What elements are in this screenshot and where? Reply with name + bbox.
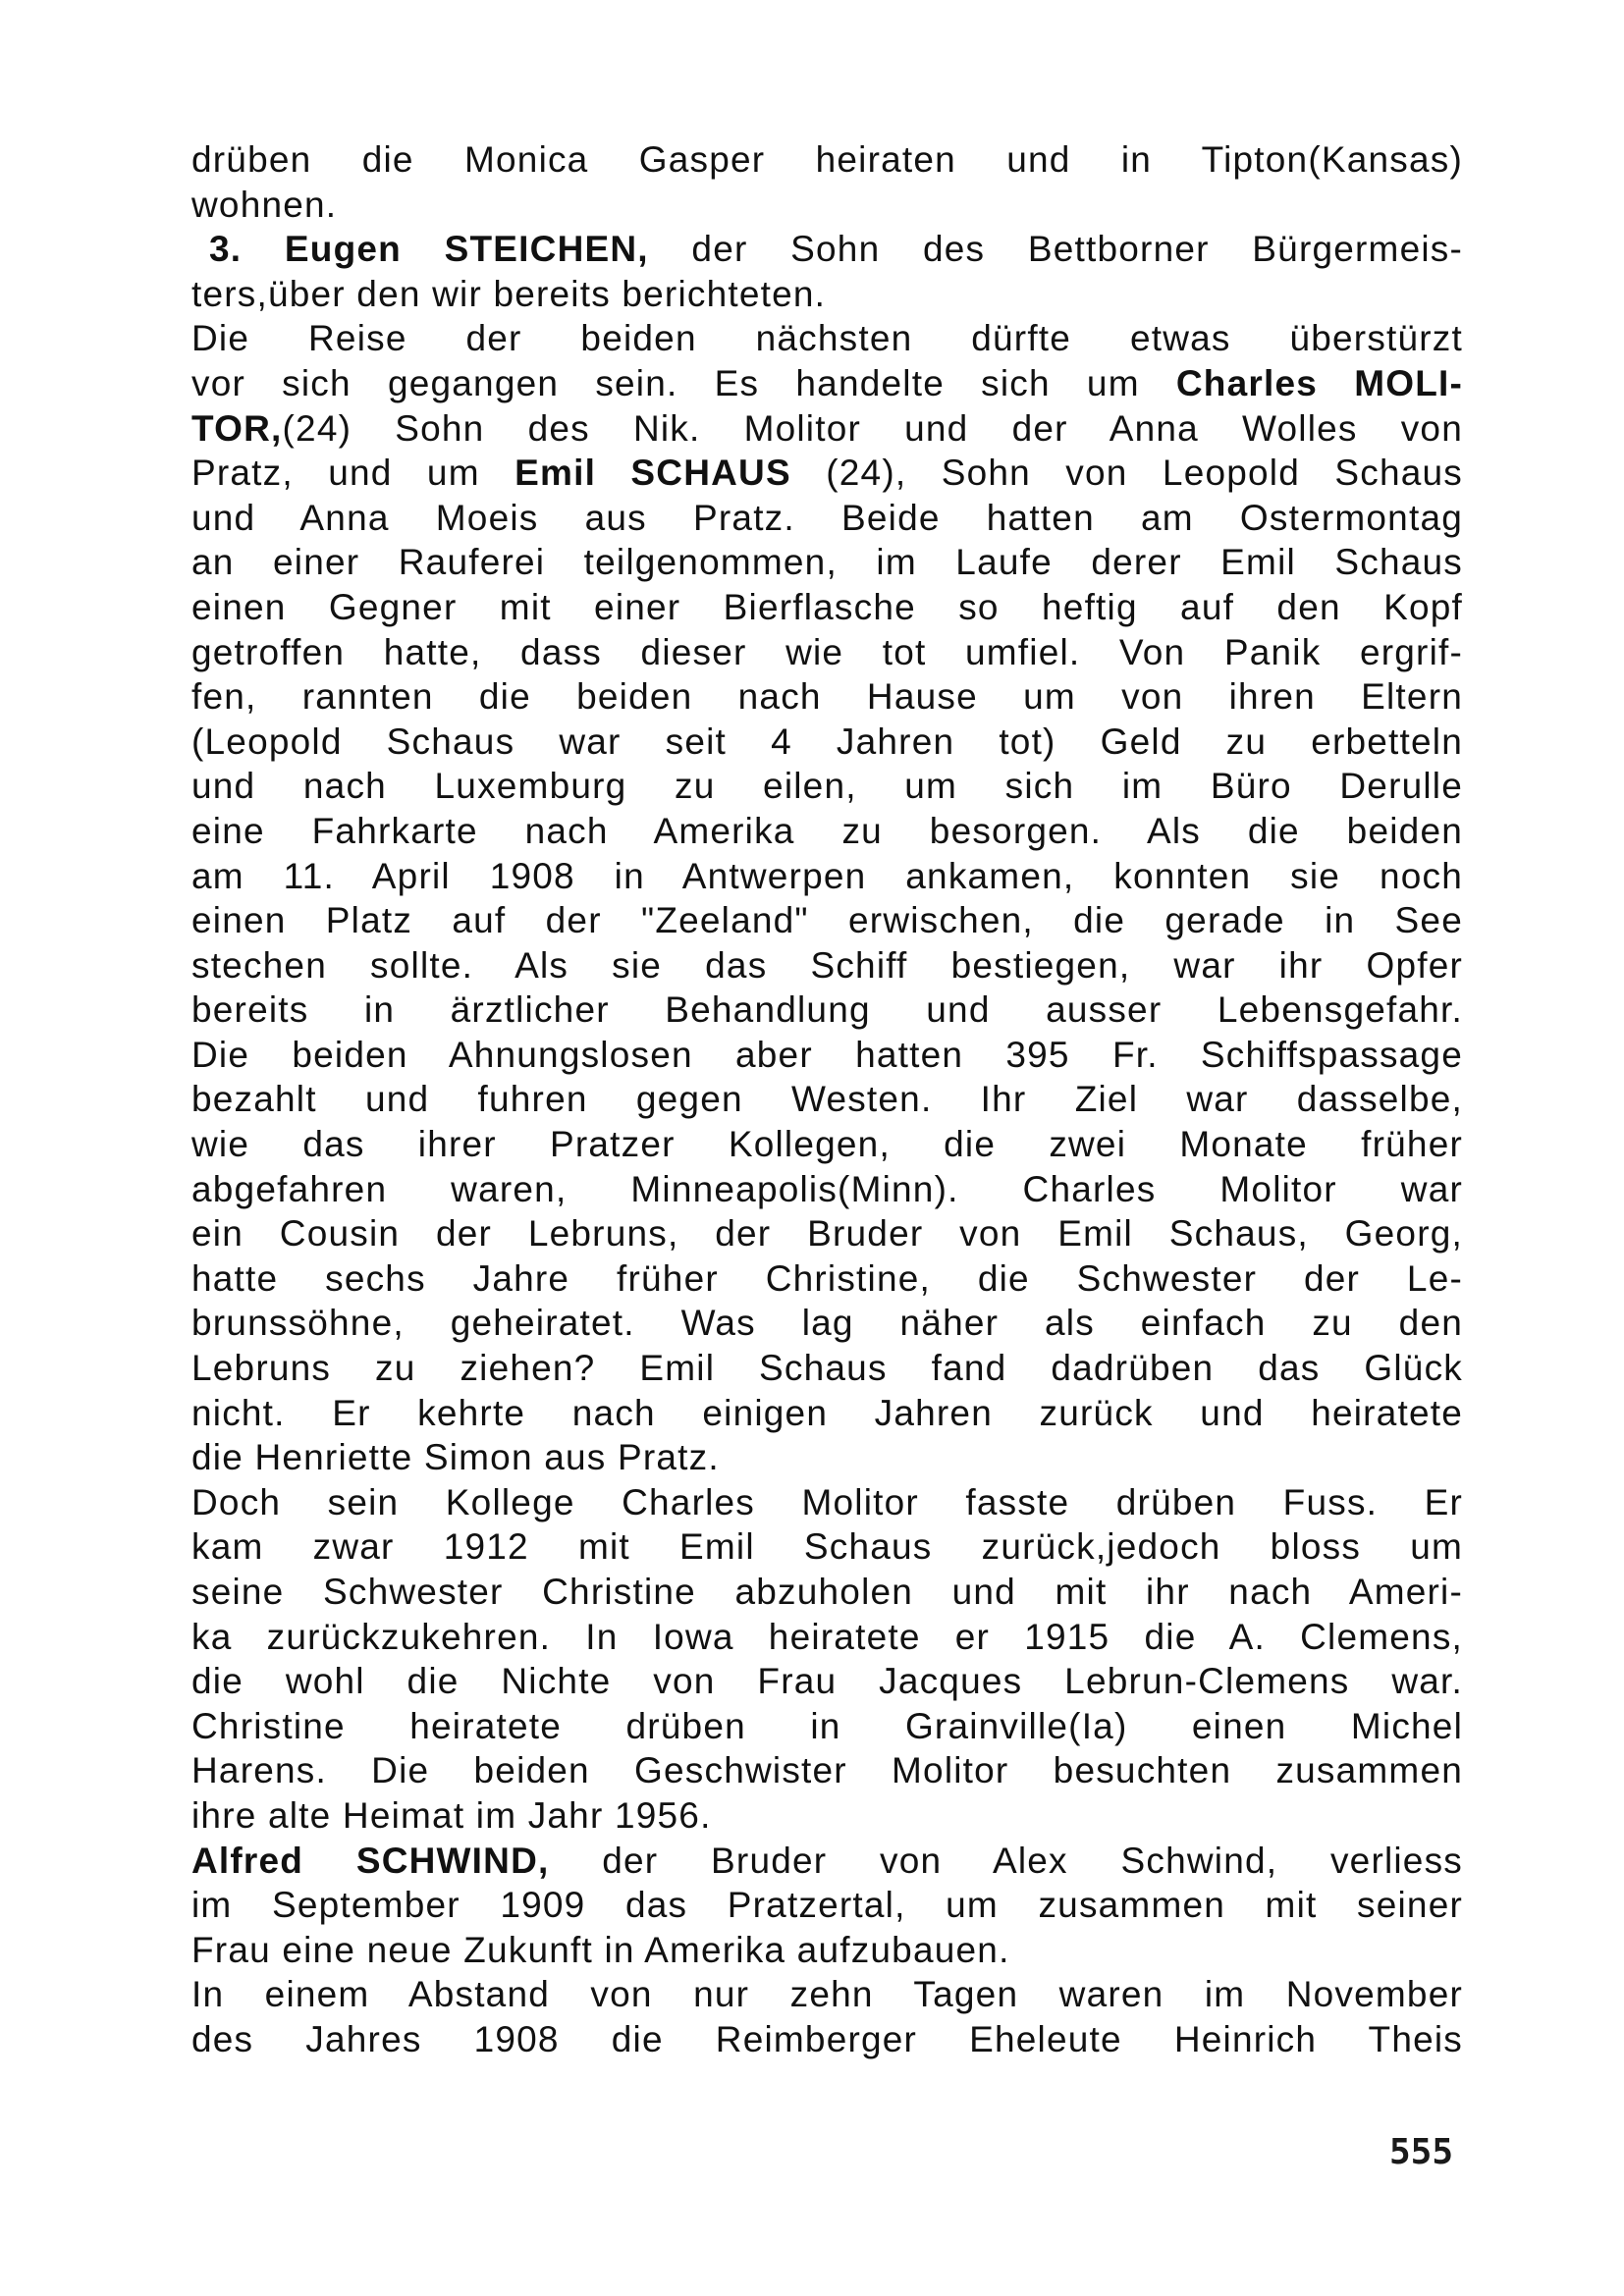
line-text: kam zwar 1912 mit Emil Schaus zurück,jedoch bloss um (191, 1526, 1463, 1568)
line-text: des Jahres 1908 die Reimberger Eheleute Heinrich Theis (191, 2018, 1463, 2059)
line-text: Harens. Die beiden Geschwister Molitor besuchten zusammen (191, 1750, 1463, 1791)
text-line (191, 361, 1463, 406)
line-text: vor sich gegangen sein. Es handelte sich um (191, 362, 1176, 403)
line-text: ters,über den wir bereits berichteten. (191, 273, 827, 314)
line-text: die wohl die Nichte von Frau Jacques Lebrun-Clemens war. (191, 1661, 1463, 1702)
text-line (191, 496, 1463, 541)
line-text: Doch sein Kollege Charles Molitor fasste drüben Fuss. Er (191, 1481, 1463, 1522)
line-text: am 11. April 1908 in Antwerpen ankamen, konnten sie noch (191, 855, 1463, 896)
text-line (191, 674, 1463, 720)
line-text: Christine heiratete drüben in Grainville(Ia) einen Michel (191, 1705, 1463, 1746)
line-text: (Leopold Schaus war seit 4 Jahren tot) Geld zu erbetteln (191, 721, 1463, 762)
line-text: ihre alte Heimat im Jahr 1956. (191, 1794, 712, 1836)
text-line (191, 1435, 1463, 1480)
line-text: brunssöhne, geheiratet. Was lag näher als einfach zu den (191, 1303, 1463, 1344)
text-line (191, 1167, 1463, 1212)
text-line (191, 451, 1463, 496)
text-line (191, 1928, 1463, 1973)
line-text: wie das ihrer Pratzer Kollegen, die zwei Monate früher (191, 1124, 1463, 1165)
text-line (191, 406, 1463, 452)
text-line (191, 720, 1463, 765)
line-text: einen Gegner mit einer Bierflasche so heftig auf den Kopf (191, 586, 1463, 627)
line-text: fen, rannten die beiden nach Hause um von ihren Eltern (191, 676, 1463, 718)
line-text: eine Fahrkarte nach Amerika zu besorgen. Als die beiden (191, 810, 1463, 851)
text-line (191, 1391, 1463, 1436)
text-line (191, 988, 1463, 1033)
text-line (191, 227, 1463, 272)
line-text: und nach Luxemburg zu eilen, um sich im Büro Derulle (191, 766, 1463, 807)
text-line (191, 630, 1463, 675)
text-line (191, 1659, 1463, 1704)
text-line (191, 809, 1463, 854)
line-text: ein Cousin der Lebruns, der Bruder von Emil Schaus, Georg, (191, 1213, 1463, 1255)
line-text: getroffen hatte, dass dieser wie tot umfiel. Von Panik ergrif- (191, 631, 1463, 672)
text-line (191, 1793, 1463, 1839)
line-text: die Henriette Simon aus Pratz. (191, 1437, 720, 1478)
text-line (191, 764, 1463, 809)
line-text: stechen sollte. Als sie das Schiff bestiegen, war ihr Opfer (191, 944, 1463, 986)
line-text: (24), Sohn von Leopold Schaus (790, 453, 1463, 494)
text-line (191, 1972, 1463, 2017)
text-line (191, 1704, 1463, 1749)
line-text: seine Schwester Christine abzuholen und mit ihr nach Ameri- (191, 1572, 1463, 1612)
bold-name: Emil SCHAUS (514, 453, 791, 494)
text-line (191, 1748, 1463, 1793)
text-line (191, 1524, 1463, 1570)
text-line (191, 1615, 1463, 1660)
line-text: drüben die Monica Gasper heiraten und in Tipton(Kansas) (191, 139, 1463, 180)
bold-name: Alfred SCHWIND, (191, 1840, 550, 1881)
line-text: Lebruns zu ziehen? Emil Schaus fand dadrüben das Glück (191, 1348, 1463, 1389)
bold-name: TOR, (191, 407, 283, 449)
text-line (191, 1033, 1463, 1078)
text-line (191, 585, 1463, 630)
text-line (191, 316, 1463, 361)
text-line (191, 1077, 1463, 1122)
line-text: Frau eine neue Zukunft in Amerika aufzubauen. (191, 1929, 1010, 1970)
line-text: einen Platz auf der "Zeeland" erwischen, die gerade in See (191, 900, 1463, 941)
line-text: der Sohn des Bettborner Bürgermeis- (648, 229, 1463, 270)
text-line (191, 1570, 1463, 1615)
line-text: bereits in ärztlicher Behandlung und ausser Lebensgefahr. (191, 989, 1463, 1031)
text-line (191, 943, 1463, 988)
text-line (191, 1211, 1463, 1256)
text-line (191, 1346, 1463, 1391)
text-line (191, 2017, 1463, 2062)
line-text: nicht. Er kehrte nach einigen Jahren zurück und heiratete (191, 1392, 1463, 1433)
line-text: und Anna Moeis aus Pratz. Beide hatten am Ostermontag (191, 497, 1463, 538)
text-line (191, 540, 1463, 585)
line-text: Pratz, und um (191, 453, 515, 494)
bold-name: 3. Eugen STEICHEN, (209, 229, 649, 270)
text-line (191, 1839, 1463, 1884)
page-number: 555 (1388, 2132, 1453, 2172)
line-text: ka zurückzukehren. In Iowa heiratete er 1915 die A. Clemens, (191, 1616, 1463, 1657)
line-text: Die Reise der beiden nächsten dürfte etwas überstürzt (191, 318, 1463, 359)
text-line (191, 1301, 1463, 1346)
text-line (191, 1122, 1463, 1167)
line-text: Die beiden Ahnungslosen aber hatten 395 Fr. Schiffspassage (191, 1034, 1463, 1075)
line-text: bezahlt und fuhren gegen Westen. Ihr Ziel war dasselbe, (191, 1079, 1463, 1120)
text-line (191, 183, 1463, 228)
text-line (191, 854, 1463, 899)
text-line (191, 1256, 1463, 1302)
text-line (191, 137, 1463, 183)
text-line (191, 1480, 1463, 1525)
line-text: an einer Rauferei teilgenommen, im Laufe derer Emil Schaus (191, 542, 1463, 583)
line-text: (24) Sohn des Nik. Molitor und der Anna Wolles von (282, 407, 1463, 449)
line-text: im September 1909 das Pratzertal, um zusammen mit seiner (191, 1885, 1463, 1926)
body-text (191, 137, 1463, 2062)
text-line (191, 272, 1463, 317)
text-line (191, 898, 1463, 943)
line-text: abgefahren waren, Minneapolis(Minn). Charles Molitor war (191, 1168, 1463, 1209)
bold-name: Charles MOLI- (1175, 362, 1463, 403)
text-line (191, 1883, 1463, 1928)
line-text: In einem Abstand von nur zehn Tagen waren im November (191, 1974, 1463, 2015)
line-text: hatte sechs Jahre früher Christine, die Schwester der Le- (191, 1257, 1463, 1299)
line-text: wohnen. (191, 184, 338, 225)
line-text: der Bruder von Alex Schwind, verliess (549, 1840, 1463, 1881)
